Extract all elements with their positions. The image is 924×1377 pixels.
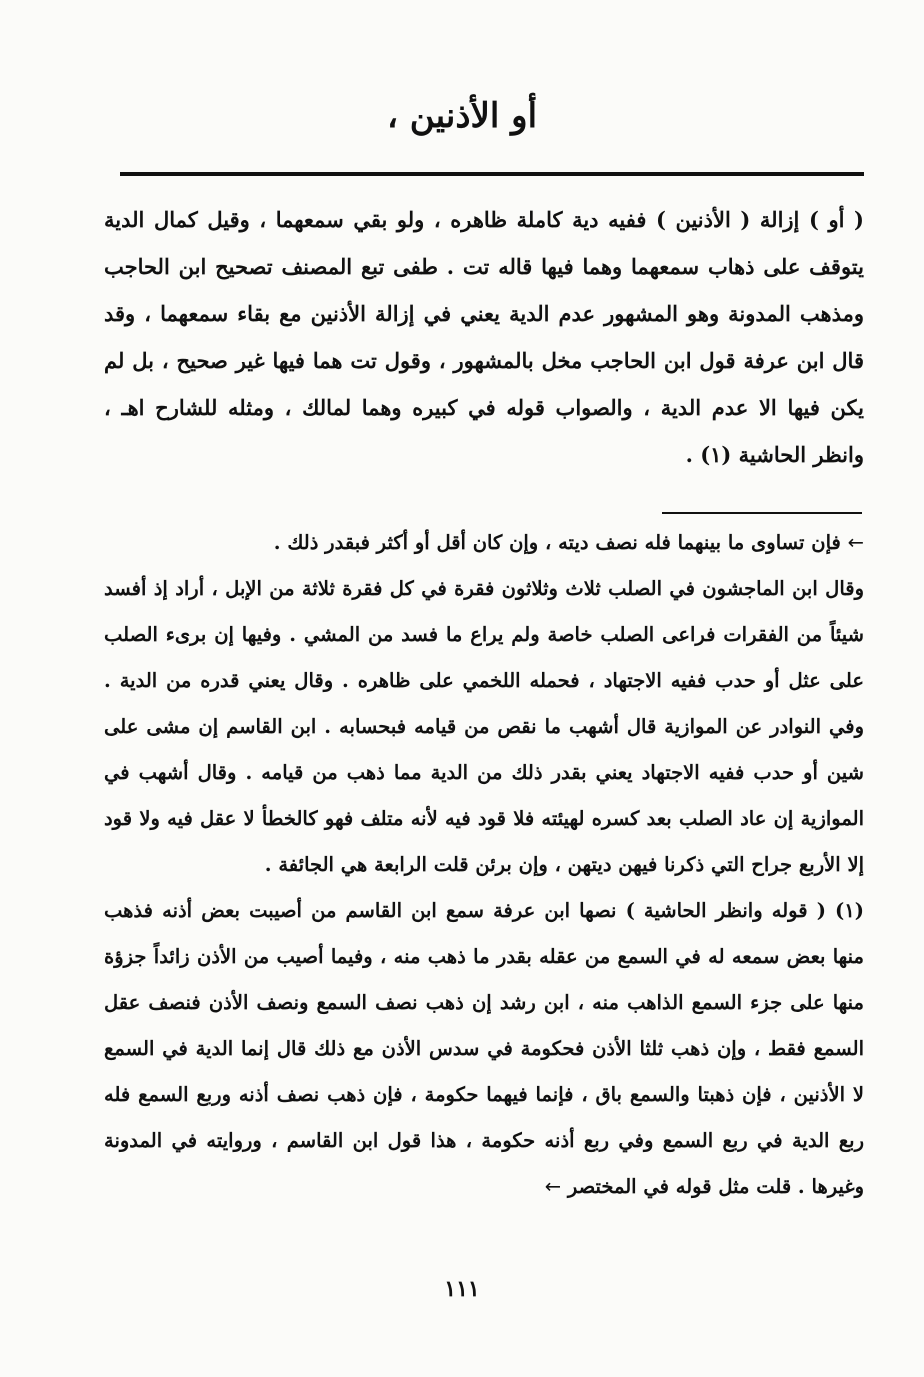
page-number: ١١١ <box>444 1276 480 1302</box>
footnote-rule <box>662 512 862 514</box>
commentary-paragraph: وقال ابن الماجشون في الصلب ثلاث وثلاثون فقرة في كل فقرة ثلاثة من الإبل ، أراد إذ أفسد شيئاً من الفقرات فراعى الصلب خاصة ولم يراع ما فسد من المشي . وفيها إن برىء الصلب على عثل أو حدب ففيه الاجتهاد ، فحمله اللخمي على ظاهره . وقال يعني قدره من الدية . وفي النوادر عن الموازية قال أشهب ما نقص من قيامه فبحسابه . ابن القاسم إن مشى على شين أو حدب ففيه الاجتهاد يعني بقدر ذلك من الدية مما ذهب من قيامه . وقال أشهب في الموازية إن عاد الصلب بعد كسره لهيئته فلا قود فيه لأنه متلف فهو كالخطأ لا عقل فيه ولا قود إلا الأربع جراح التي ذكرنا فيهن ديتهن ، وإن برئن قلت الرابعة هي الجائفة . <box>104 577 864 876</box>
footnote-1-text: (١) ( قوله وانظر الحاشية ) نصها ابن عرفة سمع ابن القاسم من أصيبت بعض أذنه فذهب منها بعض سمعه له في السمع من عقله بقدر ما ذهب منه ، وفيما أصيب من الأذن زائداً جزؤة منها على جزء السمع الذاهب منه ، ابن رشد إن ذهب نصف السمع ونصف الأذن فنصف عقل السمع فقط ، وإن ذهب ثلثا الأذن فحكومة في سدس الأذن مع ذلك قال إنما الدية في السمع لا الأذنين ، فإن ذهبتا والسمع باق ، فإنما فيهما حكومة ، فإن ذهب نصف أذنه وربع السمع فله ربع الدية في ربع السمع وفي ربع أذنه حكومة ، هذا قول ابن القاسم ، وروايته في المدونة وغيرها . قلت مثل قوله في المختصر <box>104 899 864 1198</box>
main-text <box>104 196 864 478</box>
continuation-arrow-icon: ← <box>544 1175 562 1198</box>
footnote-1 <box>104 888 864 1210</box>
main-paragraph-text: ( أو ) إزالة ( الأذنين ) ففيه دية كاملة ظاهره ، ولو بقي سمعهما ، وقيل كمال الدية يتوقف على ذهاب سمعهما وهما فيها قاله تت . طفى تبع المصنف تصحيح ابن الحاجب ومذهب المدونة وهو المشهور عدم الدية يعني في إزالة الأذنين مع بقاء سمعهما ، وقد قال ابن عرفة قول ابن الحاجب مخل بالمشهور ، وقول تت هما فيها غير صحيح ، بل لم يكن فيها الا عدم الدية ، والصواب قوله في كبيره وهما لمالك ، ومثله للشارح اهـ ، وانظر الحاشية <box>104 207 864 467</box>
header-rule <box>120 172 864 176</box>
footnotes-section <box>104 520 864 1210</box>
continuation-arrow-icon: ← <box>847 531 864 554</box>
main-paragraph-end: . <box>685 442 693 467</box>
page-header-title: أو الأذنين ، <box>386 96 538 136</box>
footnote-reference: (١) <box>700 442 732 467</box>
continuation-text: فإن تساوى ما بينهما فله نصف ديته ، وإن كان أقل أو أكثر فبقدر ذلك . <box>273 531 841 554</box>
continuation-line <box>104 520 864 566</box>
main-paragraph <box>104 196 864 478</box>
